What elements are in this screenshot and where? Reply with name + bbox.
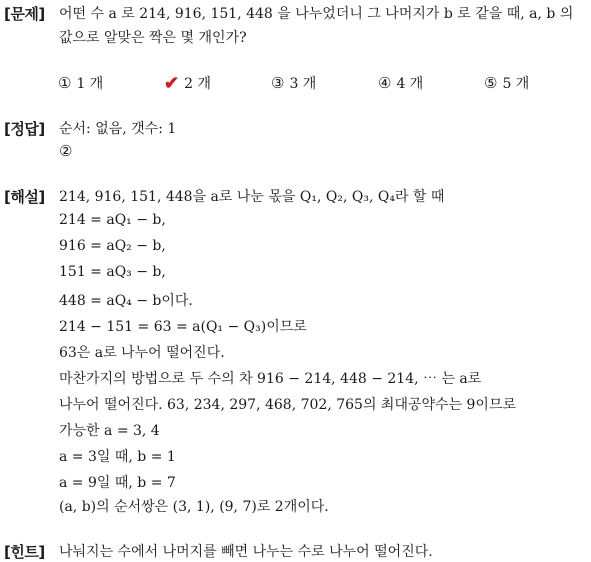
choice-5-text: 5 개 xyxy=(502,76,530,92)
choice-5[interactable] xyxy=(484,73,529,93)
choice-4-number: ④ xyxy=(378,73,392,92)
choice-5-number: ⑤ xyxy=(484,73,498,92)
solution-line-11: a = 3일 때, b = 1 xyxy=(59,449,176,465)
answer-label: [정답] xyxy=(4,120,45,138)
solution-line-7: 63은 a로 나누어 떨어진다. xyxy=(59,345,225,361)
solution-line-3: 916 = aQ₂ − b, xyxy=(59,238,166,254)
choice-2[interactable] xyxy=(164,73,211,93)
choice-4-text: 4 개 xyxy=(396,76,424,92)
solution-line-13: (a, b)의 순서쌍은 (3, 1), (9, 7)로 2개이다. xyxy=(59,499,329,515)
solution-line-12: a = 9일 때, b = 7 xyxy=(59,475,176,491)
choice-4[interactable] xyxy=(378,73,423,93)
choice-1[interactable] xyxy=(58,73,103,93)
problem-text-line-2: 값으로 알맞은 짝은 몇 개인가? xyxy=(59,30,247,46)
problem-label: [문제] xyxy=(4,5,45,23)
answer-line-2: ② xyxy=(59,142,73,160)
hint-text: 나눠지는 수에서 나머지를 빼면 나누는 수로 나누어 떨어진다. xyxy=(59,544,433,560)
solution-line-10: 가능한 a = 3, 4 xyxy=(59,423,160,439)
check-mark-icon: ✔ xyxy=(164,72,180,94)
solution-line-1: 214, 916, 151, 448을 a로 나눈 몫을 Q₁, Q₂, Q₃, Q₄라 할 때 xyxy=(59,189,445,205)
choice-3[interactable] xyxy=(271,73,316,93)
choice-3-text: 3 개 xyxy=(289,76,317,92)
choice-3-number: ③ xyxy=(271,73,285,92)
solution-line-2: 214 = aQ₁ − b, xyxy=(59,212,166,228)
solution-line-9: 나누어 떨어진다. 63, 234, 297, 468, 702, 765의 최대공약수는 9이므로 xyxy=(59,397,516,413)
answer-line-1: 순서: 없음, 갯수: 1 xyxy=(59,121,177,137)
solution-line-6: 214 − 151 = 63 = a(Q₁ − Q₃)이므로 xyxy=(59,319,307,335)
choice-1-text: 1 개 xyxy=(76,76,104,92)
solution-line-8: 마찬가지의 방법으로 두 수의 차 916 − 214, 448 − 214, ⋯ 는 a로 xyxy=(59,371,482,387)
solution-label: [해설] xyxy=(4,188,45,206)
solution-line-4: 151 = aQ₃ − b, xyxy=(59,264,166,280)
problem-text-line-1: 어떤 수 a 로 214, 916, 151, 448 을 나누었더니 그 나머지가 b 로 같을 때, a, b 의 xyxy=(59,6,574,22)
answer-choices xyxy=(58,73,588,93)
solution-line-5: 448 = aQ₄ − b이다. xyxy=(59,293,193,309)
choice-1-number: ① xyxy=(58,73,72,92)
choice-2-text: 2 개 xyxy=(184,76,211,92)
hint-label: [힌트] xyxy=(4,543,45,561)
